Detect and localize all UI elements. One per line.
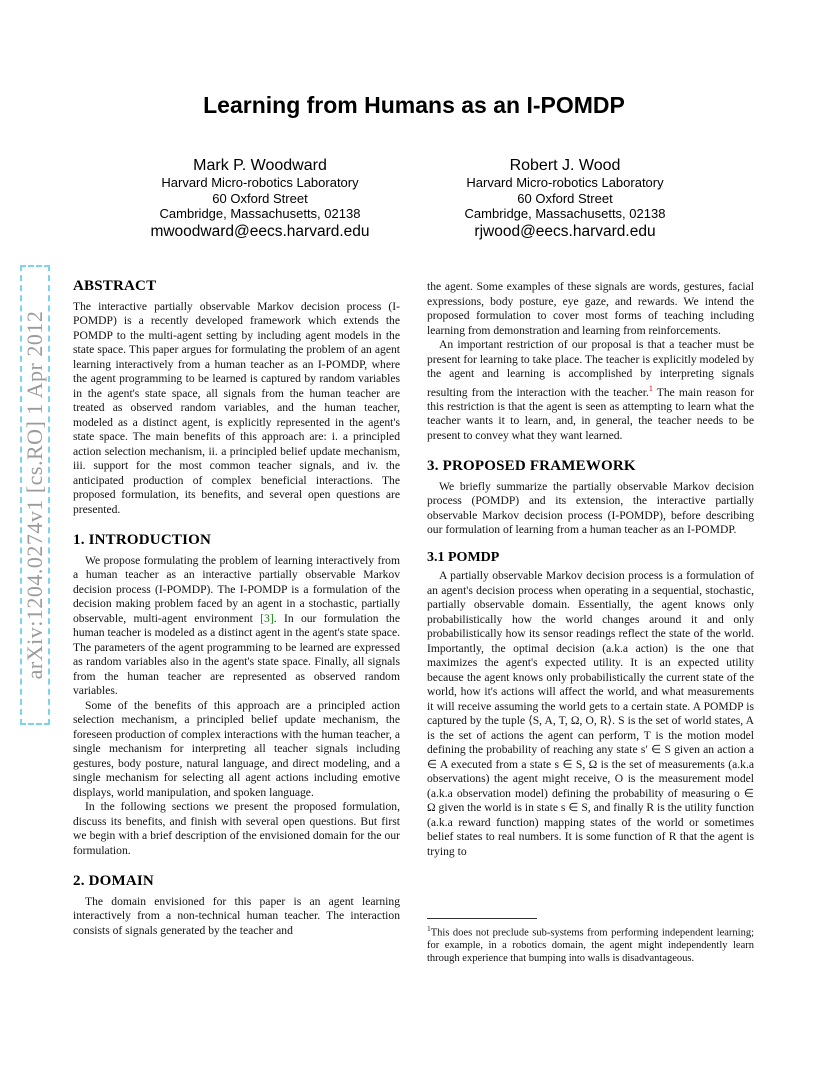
intro-paragraph-2: Some of the benefits of this approach are a principled action selection mechanism, a principled belief update mechanism, the foreseen production of complex interactions with the human teacher, a single mechanism for interpreting all teacher signals including gestures, body posture, natural language, and direct modeling, and a single mechanism for selecting all agent actions including emotive displays, world manipulation, and spoken language.	[73, 698, 400, 799]
footnote-text: $^1$This does not preclude sub-systems from performing independent learning; for example, in a robotics domain, the agent might independently learn through experience that bumping into walls is disadvantageous.	[427, 924, 754, 964]
author-street: 60 Oxford Street	[517, 190, 613, 206]
domain-paragraph-continued: the agent. Some examples of these signals are words, gestures, facial expressions, body posture, eye gaze, and rewards. We intend the proposed formulation to cover most forms of teaching including learning from demonstration and learning from reinforcements.	[427, 280, 754, 337]
author-name: Mark P. Woodward	[193, 157, 327, 174]
author-email[interactable]: rjwood@eecs.harvard.edu	[474, 222, 656, 240]
author-city: Cambridge, Massachusetts, 02138	[464, 206, 666, 221]
citation-link[interactable]: [3]	[260, 611, 274, 625]
pomdp-heading: 3.1 POMDP	[427, 549, 500, 565]
right-column	[427, 280, 754, 859]
pomdp-paragraph-1: A partially observable Markov decision process is a formulation of an agent's decision process when operating in a sequential, stochastic, partially observable domain. Essentially, the agent knows only probabilistically how the world changes around it and only probabilistically how its sensor readings reflect the state of the world. Importantly, the optimal decision (a.k.a action) is the one that maximizes the agent's expected utility. It is an expected utility because the agent knows only probabilistically the current state of the world, how it's actions will affect the world, and what measurements it will receive assuming the world gets to a certain state. A POMDP is captured by the tuple ⟨S, A, T, Ω, O, R⟩. S is the set of world states, A is the set of actions the agent can perform, T is the motion model defining the probability of reaching any state s′ ∈ S given an action a ∈ A executed from a state s ∈ S, Ω is the set of measurements (a.k.a observations) the agent might receive, O is the measurement model (a.k.a observation model) defining the probability of measuring o ∈ Ω given the world is in state s ∈ S, and finally R is the utility function (a.k.a reward function) mapping states of the world or sometimes belief states to real numbers. It is some function of R that the agent is trying to	[427, 569, 754, 858]
author-affiliation: Harvard Micro-robotics Laboratory	[466, 175, 664, 190]
introduction-heading: 1. INTRODUCTION	[73, 532, 212, 548]
author-affiliation: Harvard Micro-robotics Laboratory	[161, 175, 359, 190]
abstract-heading: ABSTRACT	[73, 278, 157, 294]
arxiv-stamp	[16, 265, 56, 725]
author-city: Cambridge, Massachusetts, 02138	[159, 206, 361, 221]
framework-paragraph-1: We briefly summarize the partially observable Markov decision process (POMDP) and its extension, the interactive partially observable Markov decision process (I-POMDP), before describing our formulation of learning from a human teacher as an I-POMDP.	[427, 479, 754, 537]
footnote-rule	[427, 918, 537, 919]
intro-paragraph-3: In the following sections we present the proposed formulation, discuss its benefits, and finish with several open questions. But first we begin with a brief description of the envisioned domain for the our formulation.	[73, 800, 400, 857]
domain-heading: 2. DOMAIN	[73, 873, 154, 889]
author-block-2	[405, 156, 725, 241]
footnote-mark: 1	[427, 924, 431, 933]
author-block-1	[100, 156, 420, 241]
paper-title: Learning from Humans as an I-POMDP	[203, 92, 625, 118]
footnote-ref[interactable]: 1	[648, 383, 653, 393]
domain-paragraph-1: The domain envisioned for this paper is an agent learning interactively from a non-technical human teacher. The interaction consists of signals generated by the teacher and	[73, 894, 400, 937]
footnote	[427, 918, 754, 965]
author-name: Robert J. Wood	[509, 157, 621, 174]
abstract-text: The interactive partially observable Markov decision process (I-POMDP) is a recently developed framework which extends the POMDP to the multi-agent setting by including agent models in the state space. This paper argues for formulating the problem of an agent learning interactively from a human teacher as an I-POMDP, where the agent programming to be learned is captured by random variables in the agent's state space, all signals from the human teacher are treated as observed random variables, and the human teacher, modeled as a distinct agent, is explicitly represented in the agent's state space. The main benefits of this approach are: i. a principled action selection mechanism, ii. a principled belief update mechanism, iii. support for the most common teacher signals, and iv. the anticipated production of complex beneficial interactions. The proposed formulation, its benefits, and several open questions are presented.	[73, 299, 400, 516]
arxiv-identifier[interactable]: arXiv:1204.0274v1 [cs.RO] 1 Apr 2012	[22, 310, 47, 680]
domain-paragraph-2: An important restriction of our proposal is that a teacher must be present for learning to take place. The teacher is explicitly modeled by the agent and learning is accomplished by interpreting signals resulting from the interaction with the teacher.$^1$ The main reason for this restriction is that the agent is seen as attempting to learn what the teacher wants it to learn, and, in general, the teacher needs to be present to convey what they want learned.	[427, 338, 754, 442]
author-email[interactable]: mwoodward@eecs.harvard.edu	[150, 222, 370, 240]
author-street: 60 Oxford Street	[212, 190, 308, 206]
framework-heading: 3. PROPOSED FRAMEWORK	[427, 458, 636, 475]
intro-paragraph-1: We propose formulating the problem of learning interactively from a human teacher as an interactive partially observable Markov decision process (I-POMDP). The I-POMDP is a formulation of the decision making problem faced by an agent in a stochastic, partially observable, multi-agent environment [3]. In our formulation the human teacher is modeled as a distinct agent in the agent's state space. The parameters of the agent programming to be learned are expressed as random variables also in the agent's state space. Finally, all signals from the human teacher are represented as observed random variables.	[73, 553, 400, 697]
left-column	[73, 279, 400, 938]
